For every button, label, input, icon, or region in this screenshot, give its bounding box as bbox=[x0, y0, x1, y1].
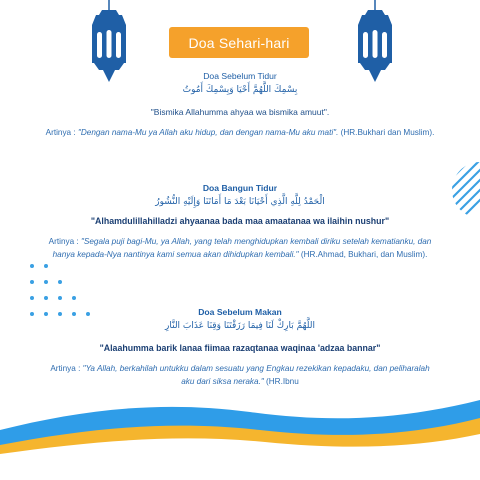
section-doa-bangun-tidur bbox=[20, 182, 460, 261]
translation-label: Artinya : bbox=[48, 237, 79, 246]
translation-label: Artinya : bbox=[50, 364, 81, 373]
wave-decoration bbox=[0, 390, 480, 480]
latin-text: "Alhamdulillahilladzi ahyaanaa bada maa amaatanaa wa ilaihin nushur" bbox=[90, 216, 390, 226]
translation-source: (HR.Bukhari dan Muslim). bbox=[340, 128, 435, 137]
section-title: Doa Bangun Tidur bbox=[202, 183, 278, 193]
arabic-text: بِسْمِكَ اللَّهُمَّ أَحْيَا وَبِسْمِكَ أَمُوتُ bbox=[182, 85, 298, 95]
arabic-text: الْحَمْدُ لِلَّهِ الَّذِي أَحْيَانَا بَعْدَ مَا أَمَاتَنَا وَإِلَيْهِ النُّشُورُ bbox=[155, 197, 325, 207]
translation bbox=[20, 362, 460, 388]
translation-quote: "Segala puji bagi-Mu, ya Allah, yang telah menghidupkan kembali diriku setelah kematianku, dan hanya kepada-Nya nantinya kami semua akan dihidupkan kembali." bbox=[52, 237, 432, 259]
section-doa-sebelum-makan bbox=[20, 306, 460, 388]
section-title: Doa Sebelum Tidur bbox=[203, 71, 277, 81]
translation-label: Artinya : bbox=[45, 128, 76, 137]
translation-source: (HR.Ahmad, Bukhari, dan Muslim). bbox=[300, 250, 428, 259]
translation-quote: "Ya Allah, berkahilah untukku dalam sesuatu yang Engkau rezekikan kepadaku, dan peliharalah aku dari siksa neraka." bbox=[82, 364, 430, 386]
translation-quote: "Dengan nama-Mu ya Allah aku hidup, dan dengan nama-Mu aku mati". bbox=[77, 128, 339, 137]
arabic-text: اللَّهُمَّ بَارِكْ لَنَا فِيمَا رَزَقْتَنَا وَقِنَا عَذَابَ النَّارِ bbox=[165, 321, 315, 331]
page-title: Doa Sehari-hari bbox=[169, 27, 309, 58]
translation bbox=[20, 235, 460, 261]
latin-text: "Alaahumma barik lanaa fiimaa razaqtanaa waqinaa 'adzaa bannar" bbox=[99, 343, 381, 353]
translation bbox=[20, 126, 460, 139]
section-title: Doa Sebelum Makan bbox=[198, 307, 282, 317]
latin-text: "Bismika Allahumma ahyaa wa bismika amuut". bbox=[150, 107, 330, 117]
section-doa-sebelum-tidur bbox=[20, 70, 460, 139]
translation-source: (HR.Ibnu bbox=[266, 377, 299, 386]
